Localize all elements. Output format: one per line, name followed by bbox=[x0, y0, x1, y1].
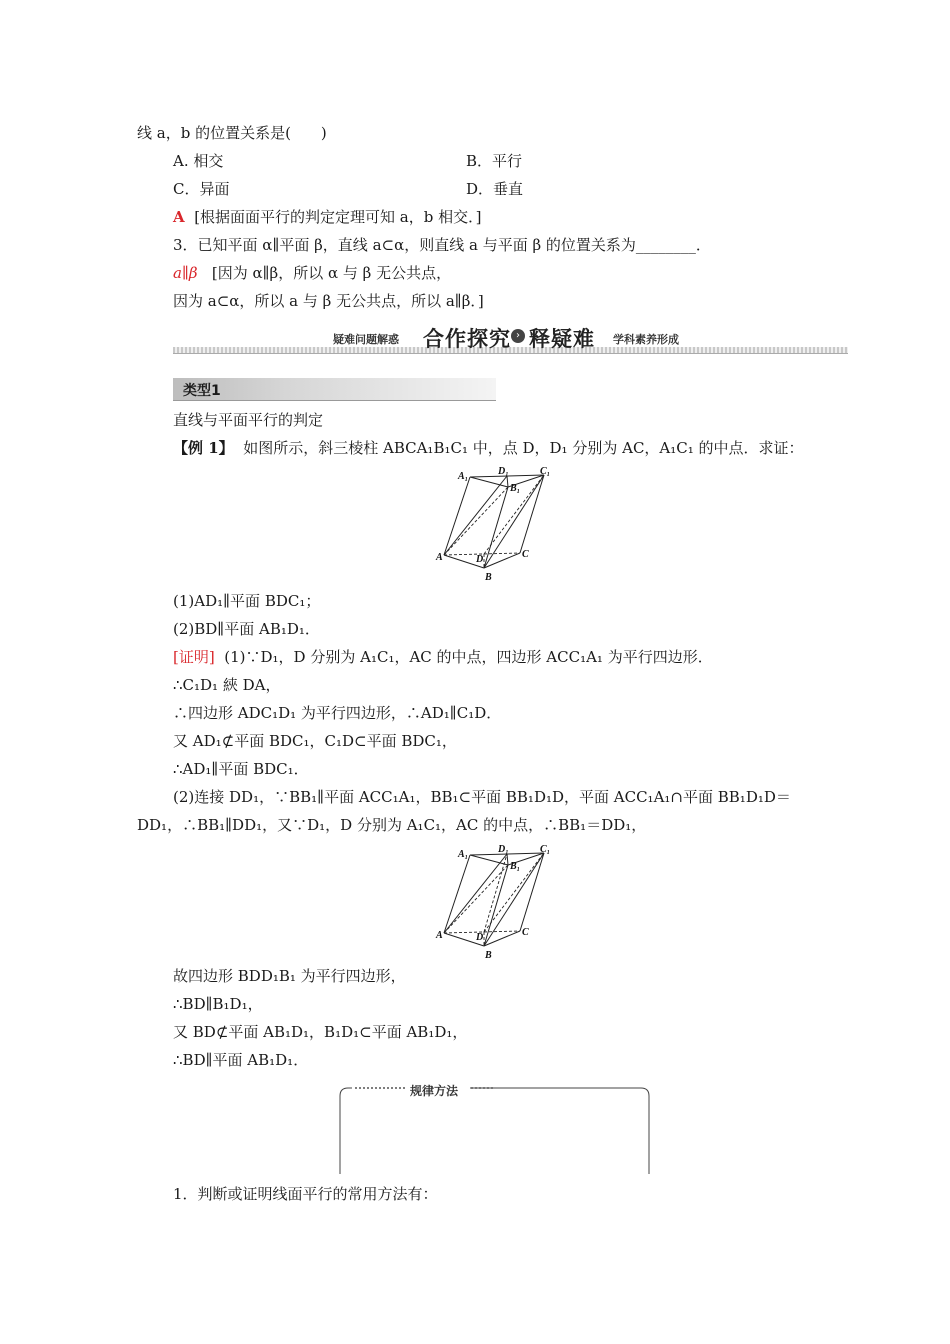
proof-line-8: 故四边形 BDD₁B₁ 为平行四边形， bbox=[173, 967, 406, 985]
banner-center-a: 合作探究 bbox=[423, 327, 511, 351]
type-label: 类型1 bbox=[183, 383, 221, 399]
proof-line-1-text: (1)∵D₁，D 分别为 A₁C₁，AC 的中点，四边形 ACC₁A₁ 为平行四边形． bbox=[224, 648, 713, 666]
question-3: 3．已知平面 α∥平面 β，直线 a⊂α，则直线 a 与平面 β 的位置关系为________． bbox=[173, 236, 711, 254]
method-box-frame bbox=[338, 1082, 651, 1175]
proof-line-7: DD₁，∴BB₁∥DD₁，又∵D₁，D 分别为 A₁C₁，AC 的中点，∴BB₁＝DD₁， bbox=[137, 816, 647, 834]
answer-3-red: a∥β bbox=[173, 264, 198, 282]
fig1-label-d: D bbox=[476, 554, 484, 565]
fig2-label-c: C bbox=[522, 927, 529, 938]
answer-3 bbox=[173, 263, 451, 283]
banner-arrow-icon: › bbox=[511, 329, 525, 343]
fig2-label-a1: A₁ bbox=[458, 849, 469, 860]
prism-figure-2 bbox=[432, 843, 557, 961]
option-b: B．平行 bbox=[466, 152, 523, 170]
example-label: 【例 1】 bbox=[173, 439, 234, 457]
type-header bbox=[173, 378, 496, 401]
answer-1 bbox=[173, 207, 481, 227]
answer-3-text: [因为 α∥β，所以 α 与 β 无公共点， bbox=[211, 264, 452, 282]
fig2-label-a: A bbox=[436, 930, 443, 941]
fig2-label-b: B bbox=[485, 950, 492, 961]
fig2-label-d1: D₁ bbox=[498, 844, 509, 855]
proof-line-9: ∴BD∥B₁D₁， bbox=[173, 995, 263, 1013]
banner-center-b: 释疑难 bbox=[529, 327, 595, 351]
banner-right: 学科素养形成 bbox=[613, 333, 679, 346]
example-part-1: (1)AD₁∥平面 BDC₁； bbox=[173, 592, 321, 610]
proof-line-11: ∴BD∥平面 AB₁D₁． bbox=[173, 1051, 309, 1069]
proof-line-3: ∴四边形 ADC₁D₁ 为平行四边形，∴AD₁∥C₁D． bbox=[173, 704, 502, 722]
proof-label: [证明] bbox=[173, 648, 215, 666]
section-banner bbox=[173, 322, 848, 358]
option-c: C．异面 bbox=[173, 180, 230, 198]
proof-line-10: 又 BD⊄平面 AB₁D₁，B₁D₁⊂平面 AB₁D₁， bbox=[173, 1023, 468, 1041]
example-1 bbox=[173, 438, 804, 458]
fig1-label-c: C bbox=[522, 549, 529, 560]
fig2-label-c1: C₁ bbox=[540, 844, 551, 855]
final-line: 1．判断或证明线面平行的常用方法有： bbox=[173, 1185, 438, 1203]
fig2-label-b1: B₁ bbox=[510, 861, 521, 872]
fig1-label-d1: D₁ bbox=[498, 466, 509, 477]
type-title: 直线与平面平行的判定 bbox=[173, 411, 324, 429]
example-part-2: (2)BD∥平面 AB₁D₁． bbox=[173, 620, 320, 638]
example-text: 如图所示，斜三棱柱 ABCA₁B₁C₁ 中，点 D，D₁ 分别为 AC，A₁C₁ 的中点．求证： bbox=[243, 439, 804, 457]
option-a: A. 相交 bbox=[173, 152, 224, 170]
answer-3-cont: 因为 a⊂α，所以 a 与 β 无公共点，所以 a∥β．] bbox=[173, 292, 484, 310]
fig1-label-c1: C₁ bbox=[540, 466, 551, 477]
banner-left: 疑难问题解惑 bbox=[333, 333, 399, 346]
method-box bbox=[338, 1082, 651, 1175]
fig1-label-a1: A₁ bbox=[458, 471, 469, 482]
fig1-label-a: A bbox=[436, 552, 443, 563]
answer-1-letter: A bbox=[173, 208, 185, 226]
answer-1-text: [根据面面平行的判定定理可知 a，b 相交．] bbox=[194, 208, 482, 226]
fig1-label-b1: B₁ bbox=[510, 483, 521, 494]
proof-line-5: ∴AD₁∥平面 BDC₁． bbox=[173, 760, 309, 778]
proof-line-1 bbox=[173, 647, 713, 667]
option-d: D．垂直 bbox=[466, 180, 524, 198]
proof-line-6: (2)连接 DD₁，∵BB₁∥平面 ACC₁A₁，BB₁⊂平面 BB₁D₁D，平面 ACC₁A₁∩平面 BB₁D₁D＝ bbox=[173, 788, 791, 806]
fig1-label-b: B bbox=[485, 572, 492, 583]
fig2-label-d: D bbox=[476, 932, 484, 943]
method-label: 规律方法 bbox=[410, 1084, 459, 1098]
prism-figure-1 bbox=[432, 465, 557, 583]
proof-line-2: ∴C₁D₁ 綊 DA， bbox=[173, 676, 281, 694]
proof-line-4: 又 AD₁⊄平面 BDC₁，C₁D⊂平面 BDC₁， bbox=[173, 732, 457, 750]
question-stem: 线 a，b 的位置关系是( ) bbox=[137, 124, 327, 142]
